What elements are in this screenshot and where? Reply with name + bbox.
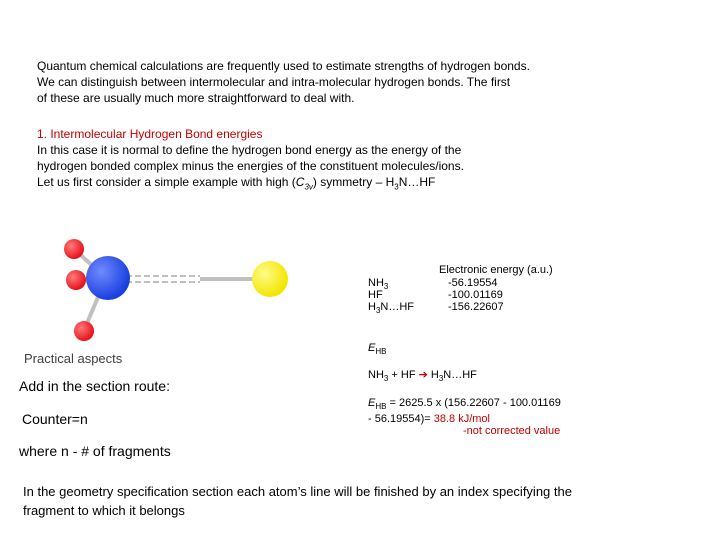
footer-line-2: fragment to which it belongs: [23, 503, 185, 518]
energy-row-value: -156.22607: [448, 301, 504, 313]
fluorine-atom: [252, 261, 288, 297]
energy-row: [368, 277, 568, 292]
energy-row: [368, 289, 568, 301]
energy-row-label: $NH_3$: [368, 277, 389, 292]
intro-line-2: We can distinguish between intermolecular and intra-molecular hydrogen bonds. The first: [37, 75, 511, 89]
energy-row-label: HF: [368, 289, 383, 301]
footer-paragraph: [23, 482, 713, 520]
hydrogen-atom-upper: [64, 239, 84, 259]
practical-title: Practical aspects: [24, 351, 123, 366]
symmetry-symbol: C: [295, 175, 305, 189]
section-paragraph: [37, 126, 464, 195]
practical-where: where n - # of fragments: [19, 443, 171, 459]
energy-row-value: -56.19554: [448, 277, 498, 289]
energy-row-label: $H_3N\dots HF$: [368, 301, 415, 316]
section-line-3: Let us first consider a simple example with high $(C_{3v})$ symmetry – $H_3N\dots HF$: [37, 175, 436, 192]
practical-add: Add in the section route:: [19, 378, 170, 394]
intro-paragraph: [37, 58, 530, 106]
section-line-2: hydrogen bonded complex minus the energies of the constituent molecules/ions.: [37, 159, 464, 173]
energy-row: [368, 301, 568, 316]
hydrogen-atom-left: [66, 270, 86, 290]
energy-table: [368, 277, 568, 316]
hydrogen-atom-lower: [74, 321, 94, 341]
molecule-diagram: [50, 228, 310, 358]
energy-header: Electronic energy (a.u.): [439, 264, 553, 276]
practical-counter: Counter=n: [22, 411, 88, 427]
section-heading: 1. Intermolecular Hydrogen Bond energies: [37, 127, 263, 141]
ehb-label: $E_{HB}$: [368, 342, 387, 357]
ehb-note: -not corrected value: [463, 425, 561, 438]
calc-line-1: $E_{HB} = 2625.5$ x (156.22607 - 100.01169: [368, 397, 561, 412]
footer-line-1: In the geometry specification section each atom’s line will be finished by an index specifying the: [23, 484, 572, 499]
ehb-result: 38.8 kJ/mol: [433, 413, 490, 426]
intro-line-1: Quantum chemical calculations are frequently used to estimate strengths of hydrogen bonds.: [37, 59, 530, 73]
intro-line-3: of these are usually much more straightforward to deal with.: [37, 91, 355, 105]
nitrogen-atom: [86, 256, 130, 300]
energy-row-value: -100.01169: [448, 289, 503, 301]
ehb-calculation: [368, 397, 628, 437]
reaction-equation: $NH_3$ + HF ➔ $H_3N\dots HF$: [368, 369, 477, 384]
section-line-1: In this case it is normal to define the hydrogen bond energy as the energy of the: [37, 143, 462, 157]
calc-line-2: - 56.19554)= 38.8 kJ/mol: [368, 413, 490, 426]
arrow-icon: ➔: [418, 369, 428, 381]
